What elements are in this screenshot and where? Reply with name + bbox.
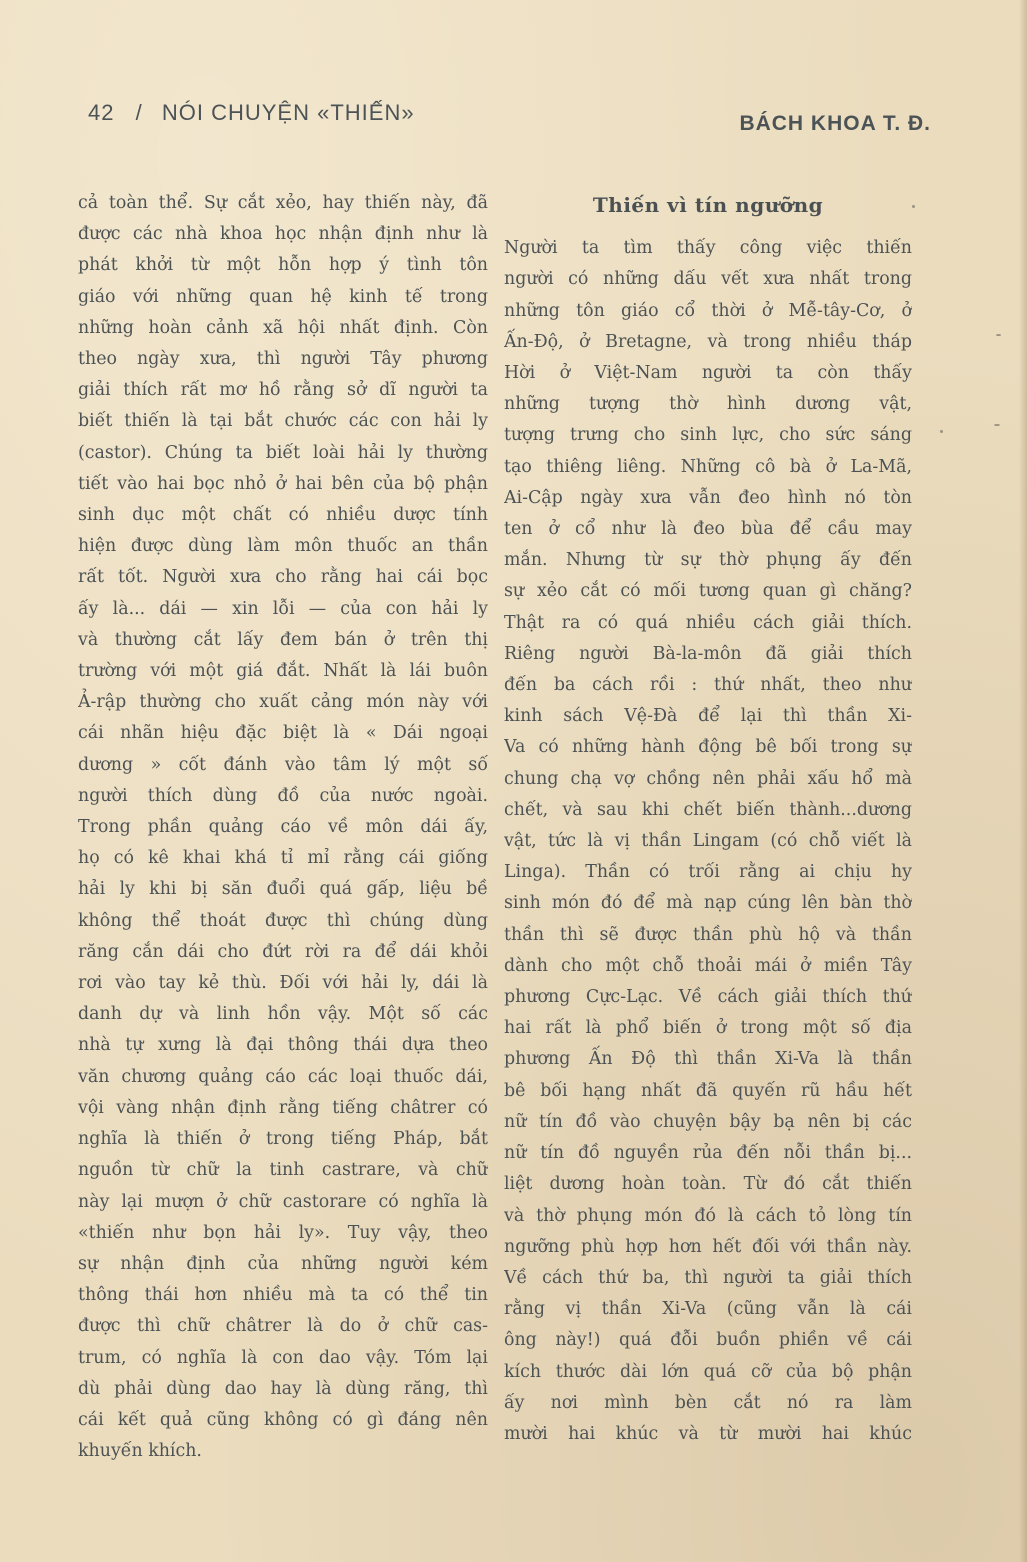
text-line: khuyến khích. [78,1441,202,1462]
text-line: ấy nơi mình bèn cắt nó ra làm [504,1392,912,1413]
text-line: văn chương quảng cáo các loại thuốc dái, [78,1066,488,1087]
text-line: được các nhà khoa học nhận định như là [78,224,488,245]
text-line: Ấn-Độ, ở Bretagne, và trong nhiều tháp [504,331,912,352]
text-line: mắn. Nhưng từ sự thờ phụng ấy đến [504,550,912,571]
page-fold-shadow [1019,0,1027,1562]
text-line: hai rất là phổ biến ở trong một số địa [504,1018,912,1039]
text-line: (castor). Chúng ta biết loài hải ly thường [78,442,488,463]
page-header [88,100,931,140]
text-line: theo ngày xưa, thì người Tây phương [78,349,488,370]
text-line: và thường cắt lấy đem bán ở trên thị [78,629,488,650]
running-title: NÓI CHUYỆN «THIẾN» [161,100,415,125]
text-line: Ai-Cập ngày xưa vẫn đeo hình nó tòn [504,487,912,508]
text-line: nữ tín đồ vào chuyện bậy bạ nên bị các [504,1111,912,1132]
text-line: ngưỡng phù hợp hơn hết đối với thần này. [504,1236,912,1257]
left-column [78,188,488,1467]
text-line: người thích dùng đồ của nước ngoài. [78,785,488,806]
text-line: rất tốt. Người xưa cho rằng hai cái bọc [78,567,488,588]
text-line: phương Cực-Lạc. Về cách giải thích thứ [504,987,912,1008]
text-line: thần thì sẽ được thần phù hộ và thần [504,924,912,945]
scan-speck [940,430,943,433]
text-line: Ả-rập thường cho xuất cảng món này với [78,692,488,713]
scan-speck [996,334,1001,336]
text-line: nhà tự xưng là đại thông thái dựa theo [78,1035,488,1056]
text-line: hải ly khi bị săn đuổi quá gấp, liệu bề [78,879,488,900]
text-line: giáo với những quan hệ kinh tế trong [78,286,488,307]
text-line: kinh sách Vệ-Đà để lại thì thần Xi- [504,706,912,727]
text-line: trường với một giá đắt. Nhất là lái buôn [78,661,488,682]
text-line: trum, có nghĩa là con dao vậy. Tóm lại [78,1347,488,1368]
text-line: những hoàn cảnh xã hội nhất định. Còn [78,317,488,338]
text-line: ấy là... dái — xin lỗi — của con hải ly [78,598,488,619]
text-line: Người ta tìm thấy công việc thiến [504,238,912,259]
text-line: người có những dấu vết xưa nhất trong [504,269,912,290]
scan-speck [912,205,915,208]
text-line: giải thích rất mơ hồ rằng sở dĩ người ta [78,380,488,401]
text-line: chung chạ vợ chồng nên phải xấu hổ mà [504,768,912,789]
text-line: nghĩa là thiến ở trong tiếng Pháp, bắt [78,1129,488,1150]
text-line: ten ở cổ như là đeo bùa để cầu may [504,519,912,540]
text-line: Trong phần quảng cáo về môn dái ấy, [78,817,488,838]
text-line: những tượng thờ hình dương vật, [504,394,912,415]
text-line: nữ tín đồ nguyền rủa đến nỗi thần bị... [504,1143,912,1164]
text-line: Về cách thứ ba, thì người ta giải thích [504,1267,912,1288]
text-line: dương » cốt đánh vào tâm lý một số [78,754,488,775]
text-line: được thì chữ châtrer là do ở chữ cas- [78,1316,488,1337]
text-line: sự xẻo cắt có mối tương quan gì chăng? [504,581,912,602]
text-line: những tôn giáo cổ thời ở Mễ-tây-Cơ, ở [504,300,912,321]
text-line: đến ba cách rồi : thứ nhất, theo như [504,675,912,696]
text-line: rằng vị thần Xi-Va (cũng vẫn là cái [504,1299,912,1320]
page-number: 42 [88,100,115,125]
text-line: nguồn từ chữ la tinh castrare, và chữ [78,1160,488,1181]
text-line: liệt dương hoàn toàn. Từ đó cắt thiến [504,1174,912,1195]
text-line: hiện được dùng làm môn thuốc an thần [78,536,488,557]
text-line: danh dự và linh hồn vậy. Một số các [78,1004,488,1025]
text-line: sinh dục một chất có nhiều dược tính [78,505,488,526]
text-line: vật, tức là vị thần Lingam (có chỗ viết là [504,831,912,852]
text-line: sinh món đó để mà nạp cúng lên bàn thờ [504,893,912,914]
right-column-text [504,233,912,1450]
text-line: dành cho một chỗ thoải mái ở miền Tây [504,955,912,976]
text-line: Hời ở Việt-Nam người ta còn thấy [504,363,912,384]
text-line: cả toàn thể. Sự cắt xẻo, hay thiến này, đã [78,193,488,213]
text-line: Thật ra có quá nhiều cách giải thích. [504,612,912,633]
text-line: vội vàng nhận định rằng tiếng châtrer có [78,1097,488,1118]
text-line: phương Ấn Độ thì thần Xi-Va là thần [504,1049,912,1070]
text-line: tượng trưng cho sinh lực, cho sức sáng [504,425,912,446]
text-line: ông này!) quá đỗi buồn phiền về cái [504,1330,912,1351]
text-line: cái kết quả cũng không có gì đáng nên [78,1409,488,1430]
text-line: mười hai khúc và từ mười hai khúc [504,1423,912,1444]
text-line: họ có kê khai khá tỉ mỉ rằng cái giống [78,848,488,869]
text-line: phát khởi từ một hỗn hợp ý tình tôn [78,255,488,276]
text-line: Linga). Thần có trối rằng ai chịu hy [504,862,912,883]
text-line: sự nhận định của những người kém [78,1253,488,1274]
text-line: răng cắn dái cho đứt rời ra để dái khỏi [78,941,488,962]
text-line: Riêng người Bà-la-môn đã giải thích [504,643,912,664]
text-line: dù phải dùng dao hay là dùng răng, thì [78,1378,488,1399]
scan-speck [994,424,1000,426]
text-line: kích thước dài lớn quá cỡ của bộ phận [504,1361,912,1382]
text-line: và thờ phụng món đó là cách tỏ lòng tín [504,1205,912,1226]
right-column [504,190,912,1450]
section-title: Thiến vì tín ngưỡng [592,193,824,217]
text-line: rơi vào tay kẻ thù. Đối với hải ly, dái là [78,973,488,994]
text-line: biết thiến là tại bắt chước các con hải ly [78,411,488,432]
text-line: không thể thoát được thì chúng dùng [78,910,488,931]
text-line: tiết vào hai bọc nhỏ ở hai bên của bộ phận [78,473,488,494]
text-line: tạo thiêng liêng. Những cô bà ở La-Mã, [504,456,912,477]
header-left [88,100,415,126]
text-line: thông thái hơn nhiều mà ta có thể tin [78,1285,488,1306]
text-line: Va có những hành động bê bối trong sự [504,737,912,758]
publication-title: BÁCH KHOA T. Đ. [739,112,931,135]
text-line: bê bối hạng nhất đã quyến rũ hầu hết [504,1080,912,1101]
text-line: cái nhãn hiệu đặc biệt là « Dái ngoại [78,723,488,744]
text-line: «thiến như bọn hải ly». Tuy vậy, theo [78,1222,488,1243]
header-separator: / [135,100,143,125]
text-line: này lại mượn ở chữ castorare có nghĩa là [78,1191,488,1212]
text-line: chết, và sau khi chết biến thành...dương [504,799,912,820]
